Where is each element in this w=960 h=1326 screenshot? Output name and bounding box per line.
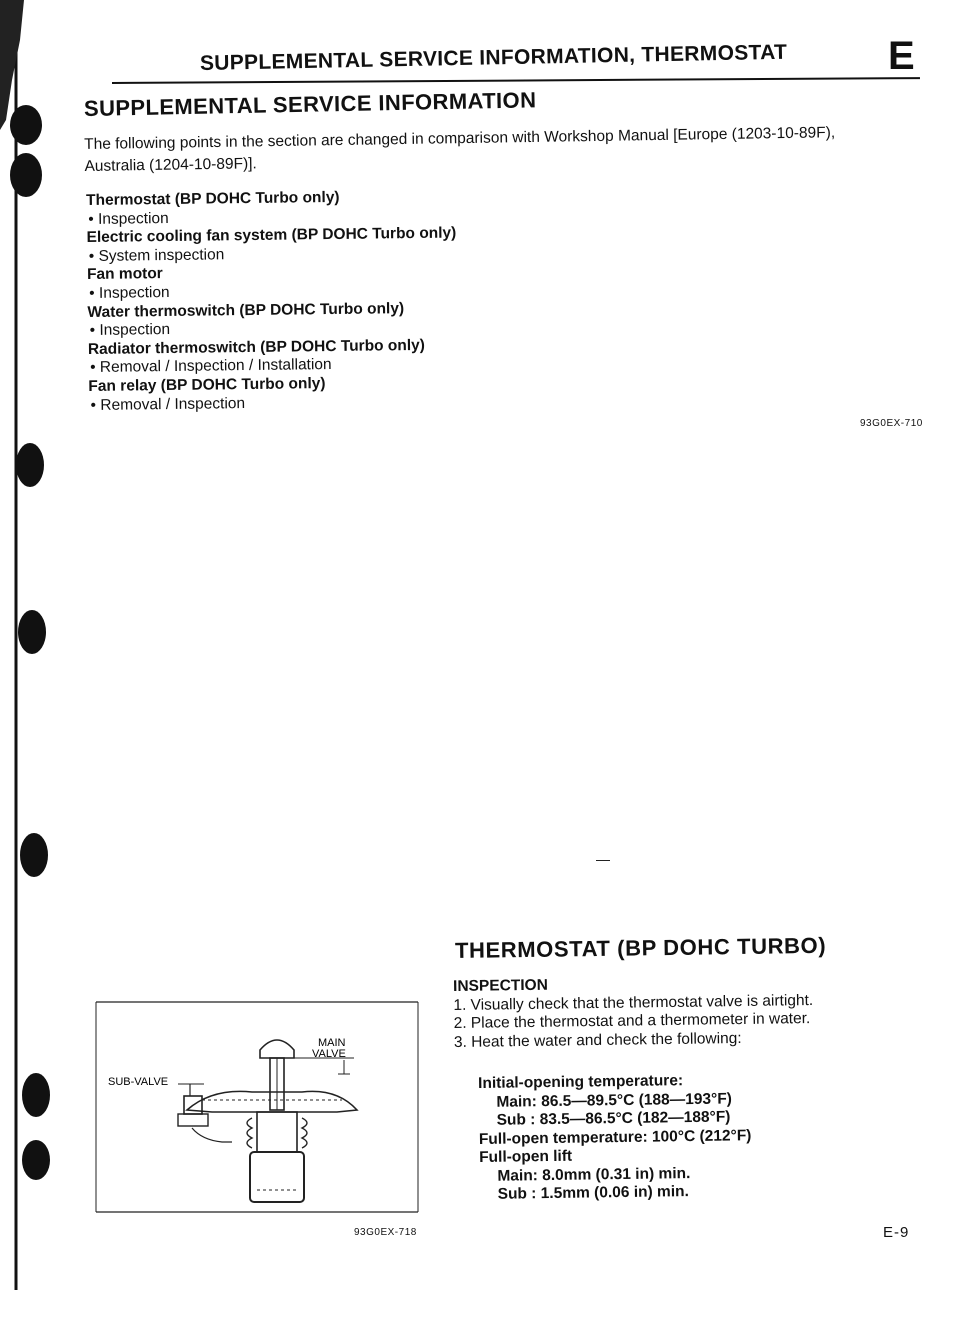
list-item-detail: • Removal / Inspection xyxy=(90,394,246,414)
intro-paragraph xyxy=(84,121,935,178)
list-item-detail: • Inspection xyxy=(88,209,169,228)
list-item-title: Water thermoswitch (BP DOHC Turbo only) xyxy=(87,299,405,321)
thermostat-illustration xyxy=(92,1000,422,1218)
thermostat-specifications xyxy=(478,1069,930,1205)
thermostat-heading: THERMOSTAT (BP DOHC TURBO) xyxy=(454,932,827,963)
figure-reference: 93G0EX-710 xyxy=(860,418,923,429)
figure-reference: 93G0EX-718 xyxy=(354,1227,417,1238)
list-item-detail: • Inspection xyxy=(89,321,171,340)
inspection-step: 2. Place the thermostat and a thermometer in water. xyxy=(453,1010,811,1032)
section-letter: E xyxy=(888,34,915,78)
scan-mark xyxy=(596,860,610,861)
list-item-detail: • Removal / Inspection / Installation xyxy=(90,356,332,377)
page-number: E-9 xyxy=(883,1224,910,1241)
inspection-step: 1. Visually check that the thermostat valve is airtight. xyxy=(453,991,814,1014)
inspection-step: 3. Heat the water and check the following: xyxy=(453,1029,742,1051)
spec-initial-main: Main: 86.5—89.5°C (188—193°F) xyxy=(496,1089,733,1111)
header-rule xyxy=(112,77,920,84)
list-item-title: Radiator thermoswitch (BP DOHC Turbo only) xyxy=(87,336,425,358)
list-item-title: Fan motor xyxy=(86,265,163,284)
list-item-detail: • System inspection xyxy=(88,246,225,265)
spec-initial-sub: Sub : 83.5—86.5°C (182—188°F) xyxy=(496,1108,731,1129)
intro-line: The following points in the section are changed in comparison with Workshop Manual [Europe (1203-10-89F), xyxy=(84,124,836,153)
spec-lift-sub: Sub : 1.5mm (0.06 in) min. xyxy=(497,1183,689,1203)
changed-items-list xyxy=(86,185,689,415)
list-item-title: Electric cooling fan system (BP DOHC Turbo only) xyxy=(86,224,457,247)
spec-full-open-temp: Full-open temperature: 100°C (212°F) xyxy=(478,1126,752,1148)
list-item-detail: • Inspection xyxy=(89,283,170,302)
spec-initial-label: Initial-opening temperature: xyxy=(478,1072,684,1092)
inspection-label: INSPECTION xyxy=(453,976,548,995)
intro-line: Australia (1204-10-89F)]. xyxy=(84,155,257,175)
main-valve-label-line1: MAIN xyxy=(318,1037,346,1049)
list-item-title: Thermostat (BP DOHC Turbo only) xyxy=(86,188,340,209)
sub-valve-label: SUB-VALVE xyxy=(108,1076,169,1088)
main-valve-label-line2: VALVE xyxy=(312,1048,346,1060)
spec-lift-label: Full-open lift xyxy=(479,1147,573,1166)
inspection-steps xyxy=(453,971,924,1052)
page-header-title: SUPPLEMENTAL SERVICE INFORMATION, THERMOSTAT xyxy=(199,40,788,75)
section-heading: SUPPLEMENTAL SERVICE INFORMATION xyxy=(83,87,537,121)
list-item-title: Fan relay (BP DOHC Turbo only) xyxy=(88,375,326,395)
binding-edge xyxy=(0,0,62,1326)
spec-lift-main: Main: 8.0mm (0.31 in) min. xyxy=(497,1164,691,1185)
